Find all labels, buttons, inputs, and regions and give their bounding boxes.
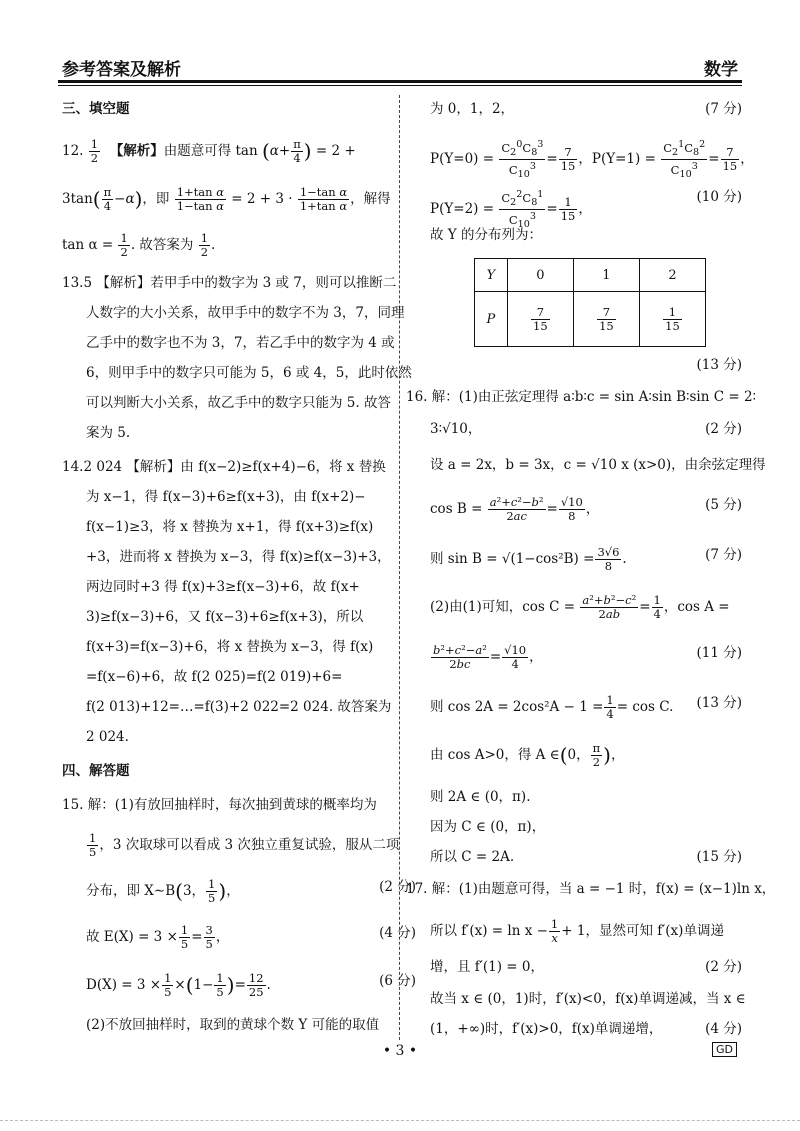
q15-line5: D(X) = 3 × $\frac{1}{5}$ ×(1− $\frac{1}{5}$ )= $\frac{12}{25}$ . (6 分) — [86, 971, 416, 999]
q12-line2: 3tan( $\frac{\pi}{4}$ −α)，即 $\frac{\text{1+tan α}}{\text{1−tan α}}$ = 2 + 3 · $\frac{\text{1−tan α}}{\text{1+tan α}}$ ，解得 — [62, 185, 391, 213]
section-answers: 四、解答题 — [62, 763, 130, 779]
q14-line: f(2 013)+12=…=f(3)+2 022=2 024. 故答案为 — [86, 699, 392, 715]
q15-line4: 故 E(X) = 3 × $\frac{1}{5}$ = $\frac{3}{5}$ ， (4 分) — [86, 923, 416, 951]
table-cell: Y — [475, 259, 508, 292]
q15-line2: $\frac{1}{5}$ ，3 次取球可以看成 3 次独立重复试验，服从二项 — [89, 831, 400, 859]
q14-line: 14.2 024 【解析】由 f(x−2)≥f(x+4)−6，将 x 替换 — [62, 459, 386, 475]
q14-line: 2 024. — [86, 729, 129, 745]
q16-line11: 因为 C ∈ (0，π)， — [430, 819, 546, 835]
header-title: 参考答案及解析 — [62, 60, 181, 80]
distribution-table — [474, 258, 706, 347]
table-cell: $\frac{1}{15}$ — [639, 292, 705, 347]
q14-line: f(x−1)≥3，将 x 替换为 x+1，得 f(x+3)≥f(x) — [86, 519, 374, 535]
q16-line10: 则 2A ∈ (0，π). — [430, 789, 531, 805]
table-cell: 1 — [573, 259, 639, 292]
q16-line6: (2)由(1)可知，cos C = $\frac{\text{a²+b²−c²}}{2ab}$ = $\frac{1}{4}$ ，cos A = — [430, 593, 730, 621]
q13-line: 乙手中的数字也不为 3，7，若乙手中的数字为 4 或 — [86, 335, 395, 351]
q14-line: 为 x−1，得 f(x−3)+6≥f(x+3)，由 f(x+2)− — [86, 489, 366, 505]
table-cell: 2 — [639, 259, 705, 292]
q13-line: 人数字的大小关系，故甲手中的数字不为 3，7，同理 — [86, 305, 405, 321]
q15-values: 为 0，1，2， (7 分) — [430, 101, 742, 117]
q17-line4: 故当 x ∈ (0，1)时，f′(x)<0，f(x)单调递减，当 x ∈ — [430, 991, 746, 1007]
q16-line3: 设 a = 2x，b = 3x，c = √10 x (x>0)，由余弦定理得 — [430, 457, 766, 473]
q13-line: 案为 5. — [86, 425, 131, 441]
table-cell: $\frac{7}{15}$ — [507, 292, 573, 347]
table-cell: $\frac{7}{15}$ — [573, 292, 639, 347]
header-subject: 数学 — [704, 60, 738, 80]
q16-line12: 所以 C = 2A. (15 分) — [430, 849, 742, 865]
q17-line2: 所以 f′(x) = ln x − $\frac{1}{x}$ + 1，显然可知 f′(x)单调递 — [430, 917, 724, 945]
header-rule-thick — [58, 80, 742, 83]
q17-line1: 17. 解：(1)由题意可得，当 a = −1 时，f(x) = (x−1)ln x， — [406, 881, 776, 897]
q15-line1: 15. 解：(1)有放回抽样时，每次抽到黄球的概率均为 — [62, 797, 377, 813]
q14-line: f(x+3)=f(x−3)+6，将 x 替换为 x−3，得 f(x) — [86, 639, 374, 655]
header-rule-thin — [58, 85, 742, 86]
q15-dist-intro: 故 Y 的分布列为： — [430, 227, 542, 243]
section-fill-blank: 三、填空题 — [62, 101, 130, 117]
q16-line8: 则 cos 2A = 2cos²A − 1 = $\frac{1}{4}$ = cos C. (13 分) — [430, 693, 742, 721]
q15-line3: 分布，即 X∼B(3， $\frac{1}{5}$ )， (2 分) — [86, 877, 416, 905]
q14-line: =f(x−6)+6，故 f(2 025)=f(2 019)+6= — [86, 669, 343, 685]
q16-line5: 则 sin B = √(1−cos²B) = $\frac{3√6}{8}$ . (7 分) — [430, 545, 742, 573]
table-cell: 0 — [507, 259, 573, 292]
q13-line: 6，则甲手中的数字只可能为 5，6 或 4，5，此时依然 — [86, 365, 412, 381]
q13-line: 13.5 【解析】若甲手中的数字为 3 或 7，则可以推断二 — [62, 275, 397, 291]
q14-line: 两边同时+3 得 f(x)+3≥f(x−3)+6，故 f(x+ — [86, 579, 360, 595]
q15-prob-2: P(Y=2) = $\frac{C_2^2C_8^1}{C_{10}^3}$ = $\frac{1}{15}$ ， (10 分) — [430, 189, 742, 231]
page-header — [58, 0, 742, 80]
q16-line1: 16. 解：(1)由正弦定理得 a∶b∶c = sin A∶sin B∶sin C = 2∶ — [406, 389, 757, 405]
edition-badge: GD — [712, 1042, 737, 1057]
cut-line — [0, 1120, 800, 1121]
q17-line3: 增，且 f′(1) = 0， (2 分) — [430, 959, 742, 975]
q16-line9: 由 cos A>0，得 A ∈(0， $\frac{\pi}{2}$ )， — [430, 741, 625, 769]
q13-line: 可以判断大小关系，故乙手中的数字只能为 5. 故答 — [86, 395, 391, 411]
q14-line: 3)≥f(x−3)+6，又 f(x−3)+6≥f(x+3)，所以 — [86, 609, 364, 625]
q12-line1: 12. $\frac{1}{2}$ 【解析】由题意可得 tan (α+ $\frac{\pi}{4}$ ) = 2 + — [62, 137, 356, 165]
q16-line7: $\frac{\text{b²+c²−a²}}{2bc}$ = $\frac{√10}{4}$ ， (11 分) — [433, 643, 742, 671]
page-number: • 3 • — [382, 1043, 418, 1059]
q17-line5: (1，+∞)时，f′(x)>0，f(x)单调递增， (4 分) — [430, 1021, 742, 1037]
q16-line2: 3∶√10， (2 分) — [430, 421, 742, 437]
q12-line3: tan α = $\frac{1}{2}$ . 故答案为 $\frac{1}{2}$ . — [62, 231, 216, 259]
table-cell: P — [475, 292, 508, 347]
q15-line6: (2)不放回抽样时，取到的黄球个数 Y 可能的取值 — [86, 1017, 380, 1033]
q14-line: +3，进而将 x 替换为 x−3，得 f(x)≥f(x−3)+3， — [86, 549, 391, 565]
q15-prob-01: P(Y=0) = $\frac{C_2^0C_8^3}{C_{10}^3}$ = $\frac{7}{15}$ ，P(Y=1) = $\frac{C_2^1C_8^2}{C_{10}^3}$ = $\frac{7}{15}$ ， — [430, 139, 754, 181]
q16-line4: cos B = $\frac{\text{a²+c²−b²}}{2ac}$ = $\frac{√10}{8}$ ， (5 分) — [430, 495, 742, 523]
